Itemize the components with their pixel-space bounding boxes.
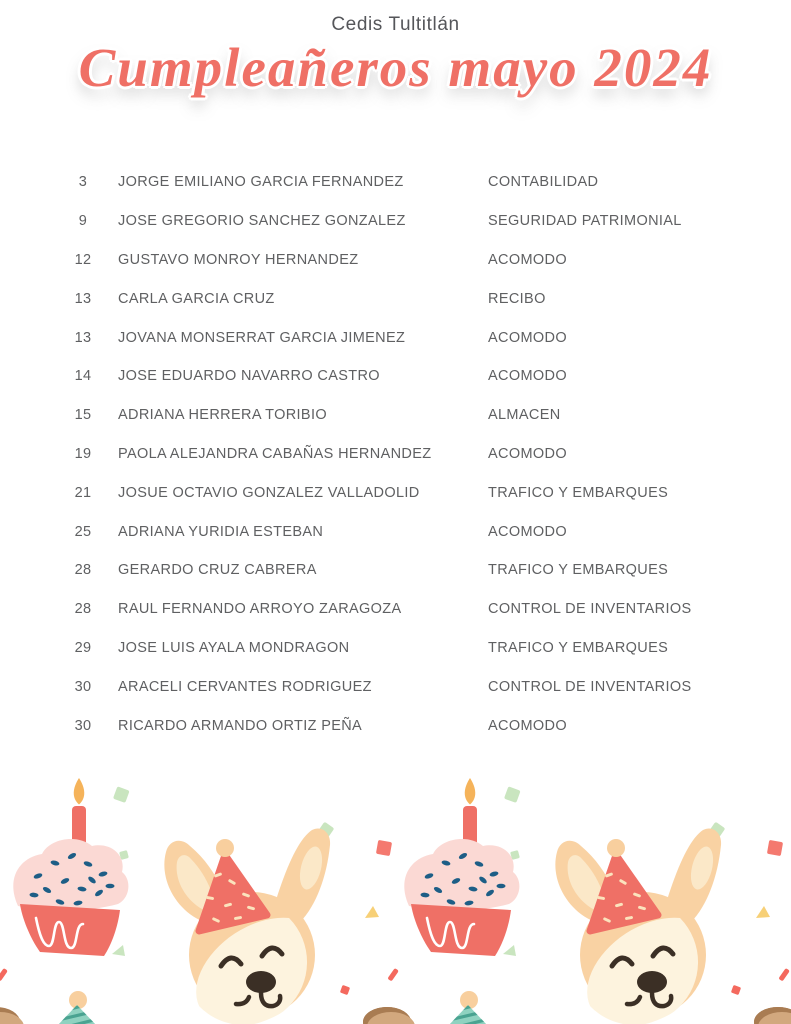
birthday-row (0, 473, 791, 512)
employee-name: JOSUE OCTAVIO GONZALEZ VALLADOLID (118, 484, 420, 501)
birthday-day: 21 (74, 484, 92, 501)
birthday-row (0, 318, 791, 357)
birthday-row (0, 512, 791, 551)
employee-name: RICARDO ARMANDO ORTIZ PEÑA (118, 717, 363, 734)
department-name: ACOMODO (488, 717, 567, 734)
decoration-tile (0, 760, 391, 1024)
birthday-day: 30 (74, 717, 92, 734)
org-name: Cedis Tultitlán (331, 14, 460, 35)
department-name: ACOMODO (488, 523, 567, 540)
employee-name: RAUL FERNANDO ARROYO ZARAGOZA (118, 601, 402, 618)
birthday-row (0, 241, 791, 280)
department-name: CONTROL DE INVENTARIOS (488, 601, 692, 618)
employee-name: GUSTAVO MONROY HERNANDEZ (118, 251, 359, 268)
employee-name: JOSE EDUARDO NAVARRO CASTRO (118, 368, 380, 385)
employee-name: JOVANA MONSERRAT GARCIA JIMENEZ (118, 329, 406, 346)
department-name: ACOMODO (488, 368, 567, 385)
department-name: TRAFICO Y EMBARQUES (488, 484, 669, 501)
employee-name: PAOLA ALEJANDRA CABAÑAS HERNANDEZ (118, 445, 432, 462)
decoration-tile (782, 760, 791, 1024)
department-name: RECIBO (488, 290, 546, 307)
department-name: TRAFICO Y EMBARQUES (488, 562, 669, 579)
birthday-row (0, 629, 791, 668)
birthday-day: 14 (74, 368, 92, 385)
department-name: ALMACEN (488, 407, 561, 424)
birthday-day: 25 (74, 523, 92, 540)
birthday-day: 28 (74, 601, 92, 618)
birthday-row (0, 551, 791, 590)
birthday-row (0, 706, 791, 745)
employee-name: GERARDO CRUZ CABRERA (118, 562, 317, 579)
birthday-row (0, 590, 791, 629)
department-name: TRAFICO Y EMBARQUES (488, 639, 669, 656)
decoration-band (0, 760, 791, 1024)
birthday-row (0, 163, 791, 202)
employee-name: ADRIANA HERRERA TORIBIO (118, 407, 327, 424)
employee-name: ADRIANA YURIDIA ESTEBAN (118, 523, 324, 540)
birthday-day: 13 (74, 290, 92, 307)
birthday-day: 15 (74, 407, 92, 424)
employee-name: ARACELI CERVANTES RODRIGUEZ (118, 678, 372, 695)
employee-name: JOSE LUIS AYALA MONDRAGON (118, 639, 350, 656)
birthday-row (0, 435, 791, 474)
birthday-list (0, 163, 791, 745)
employee-name: CARLA GARCIA CRUZ (118, 290, 275, 307)
birthday-day: 29 (74, 639, 92, 656)
birthday-day: 3 (78, 174, 88, 191)
birthday-day: 12 (74, 251, 92, 268)
employee-name: JOSE GREGORIO SANCHEZ GONZALEZ (118, 213, 406, 230)
department-name: CONTROL DE INVENTARIOS (488, 678, 692, 695)
header (0, 0, 791, 99)
birthday-day: 30 (74, 678, 92, 695)
birthday-row (0, 202, 791, 241)
birthday-row (0, 279, 791, 318)
department-name: CONTABILIDAD (488, 174, 599, 191)
birthday-day: 19 (74, 445, 92, 462)
decoration-tile (391, 760, 782, 1024)
employee-name: JORGE EMILIANO GARCIA FERNANDEZ (118, 174, 404, 191)
birthday-day: 28 (74, 562, 92, 579)
department-name: ACOMODO (488, 445, 567, 462)
birthday-row (0, 357, 791, 396)
birthday-row (0, 667, 791, 706)
page-title: Cumpleañeros mayo 2024 (78, 37, 713, 98)
birthday-row (0, 396, 791, 435)
department-name: SEGURIDAD PATRIMONIAL (488, 213, 682, 230)
department-name: ACOMODO (488, 329, 567, 346)
birthday-day: 13 (74, 329, 92, 346)
department-name: ACOMODO (488, 251, 567, 268)
birthday-day: 9 (78, 213, 88, 230)
